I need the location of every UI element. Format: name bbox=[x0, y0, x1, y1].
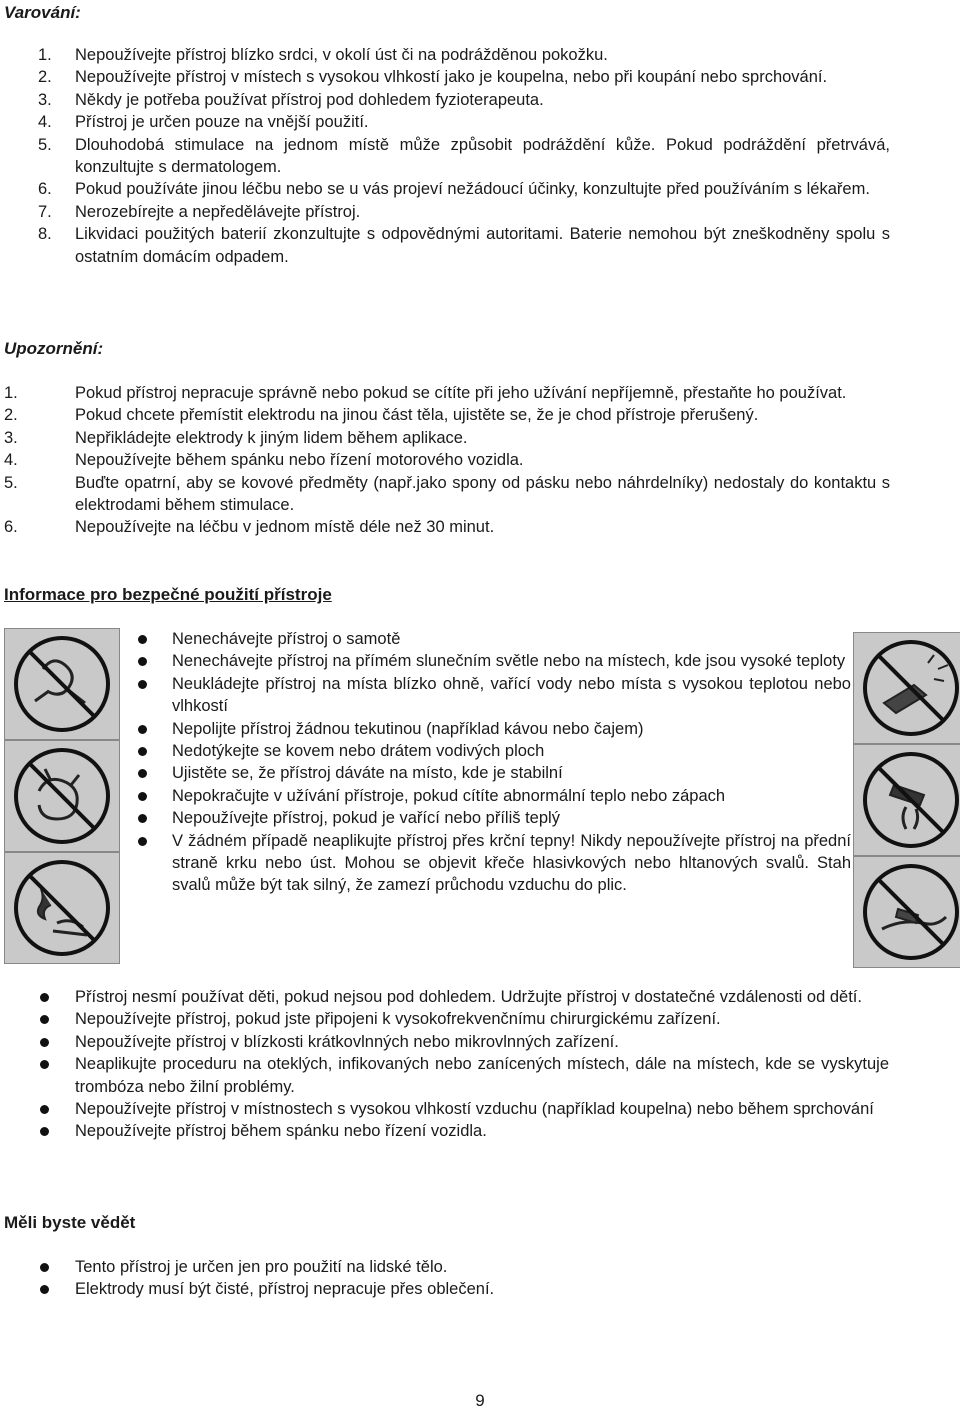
bullet-icon bbox=[40, 1263, 49, 1272]
list-item: Nepolijte přístroj žádnou tekutinou (například kávou nebo čajem) bbox=[135, 718, 851, 740]
list-item: 2. Nepoužívejte přístroj v místech s vysokou vlhkostí jako je koupelna, nebo při koupání nebo sprchování. bbox=[38, 68, 828, 87]
prohibited-liquid-icon bbox=[4, 740, 120, 852]
list-item: Nepoužívejte přístroj v blízkosti krátkovlnných nebo mikrovlnných zařízení. bbox=[38, 1031, 889, 1053]
bullet-icon bbox=[138, 657, 147, 666]
list-item: 3. Nepřikládejte elektrody k jiným lidem během aplikace. bbox=[4, 428, 468, 447]
bullet-icon bbox=[40, 993, 49, 1002]
bullet-icon bbox=[138, 769, 147, 778]
bullet-icon bbox=[40, 1015, 49, 1024]
warnings-list bbox=[0, 44, 890, 268]
list-item: Nepoužívejte přístroj v místnostech s vysokou vlhkostí vzduchu (například koupelna) nebo během sprchování bbox=[38, 1098, 889, 1120]
list-item: 1. Pokud přístroj nepracuje správně nebo pokud se cítíte při jeho užívání nepříjemně, přestaňte ho používat. bbox=[4, 384, 847, 402]
extra-warnings-list bbox=[38, 986, 889, 1143]
prohibited-sun-heat-icon bbox=[4, 628, 120, 740]
list-item: Nepoužívejte přístroj, pokud jste připojeni k vysokofrekvenčnímu chirurgickému zařízení. bbox=[38, 1008, 889, 1030]
bullet-icon bbox=[40, 1285, 49, 1294]
list-item: Nepoužívejte přístroj, pokud je vařící nebo příliš teplý bbox=[135, 807, 851, 829]
safety-list bbox=[135, 628, 851, 897]
list-item: Ujistěte se, že přístroj dáváte na místo, kde je stabilní bbox=[135, 762, 851, 784]
bullet-icon bbox=[138, 837, 147, 846]
list-item: Přístroj nesmí používat děti, pokud nejsou pod dohledem. Udržujte přístroj v dostatečné vzdálenosti od dětí. bbox=[38, 986, 889, 1008]
prohibited-wire-icon bbox=[853, 856, 960, 968]
list-item: Nenechávejte přístroj o samotě bbox=[135, 628, 851, 650]
list-item: Neaplikujte proceduru na oteklých, infikovaných nebo zanícených místech, dále na místech, kde se vyskytuje trombóza nebo žilní problémy. bbox=[38, 1053, 889, 1098]
bullet-icon bbox=[40, 1060, 49, 1069]
cautions-heading: Upozornění: bbox=[4, 339, 104, 358]
bullet-icon bbox=[138, 680, 147, 689]
bullet-icon bbox=[138, 792, 147, 801]
warnings-heading: Varování: bbox=[4, 3, 81, 22]
prohibited-water-pour-icon bbox=[853, 744, 960, 856]
list-item: Nepokračujte v užívání přístroje, pokud cítíte abnormální teplo nebo zápach bbox=[135, 785, 851, 807]
list-item: 7. Nerozebírejte a nepředělávejte přístroj. bbox=[38, 202, 361, 221]
list-item: 4. Nepoužívejte během spánku nebo řízení motorového vozidla. bbox=[4, 451, 524, 470]
bullet-icon bbox=[138, 814, 147, 823]
list-item: 5. Dlouhodobá stimulace na jednom místě může způsobit podráždění kůže. Pokud podráždění přetrvává, konzultujte s dermatologem. bbox=[38, 135, 890, 177]
list-item: 3. Někdy je potřeba používat přístroj pod dohledem fyzioterapeuta. bbox=[38, 90, 544, 109]
bullet-icon bbox=[138, 635, 147, 644]
list-item: Tento přístroj je určen jen pro použití na lidské tělo. bbox=[38, 1256, 889, 1278]
list-item: 4. Přístroj je určen pouze na vnější použití. bbox=[38, 113, 369, 132]
know-heading: Měli byste vědět bbox=[4, 1213, 136, 1232]
bullet-icon bbox=[138, 747, 147, 756]
prohibited-hot-iron-icon bbox=[853, 632, 960, 744]
list-item: 8. Likvidaci použitých baterií zkonzultujte s odpovědnými autoritami. Baterie nemohou být zneškodněny spolu s ostatním domácím odpadem. bbox=[38, 225, 890, 266]
list-item: 1. Nepoužívejte přístroj blízko srdci, v okolí úst či na podrážděnou pokožku. bbox=[38, 46, 608, 64]
bullet-icon bbox=[40, 1127, 49, 1136]
list-item: V žádném případě neaplikujte přístroj přes krční tepny! Nikdy nepoužívejte přístroj na přední straně krku nebo úst. Mohou se objevit křeče hlasivkových nebo hltanových svalů. Stah svalů může být tak silný, že zamezí průchodu vzduchu do plic. bbox=[135, 830, 851, 897]
list-item: Nedotýkejte se kovem nebo drátem vodivých ploch bbox=[135, 740, 851, 762]
list-item: 6. Nepoužívejte na léčbu v jednom místě déle než 30 minut. bbox=[4, 518, 495, 537]
cautions-list bbox=[0, 382, 890, 539]
bullet-icon bbox=[138, 725, 147, 734]
list-item: 5. Buďte opatrní, aby se kovové předměty (např.jako spony od pásku nebo náhrdelníky) nedostaly do kontaktu s elektrodami během stimulace. bbox=[4, 473, 890, 515]
list-item: 2. Pokud chcete přemístit elektrodu na jinou část těla, ujistěte se, že je chod přístroje přerušený. bbox=[4, 406, 759, 425]
prohibited-fire-icon bbox=[4, 852, 120, 964]
list-item: Neukládejte přístroj na místa blízko ohně, vařící vody nebo místa s vysokou teplotou nebo vlhkostí bbox=[135, 673, 851, 718]
safety-heading: Informace pro bezpečné použití přístroje bbox=[4, 585, 332, 604]
list-item: 6. Pokud používáte jinou léčbu nebo se u vás projeví nežádoucí účinky, konzultujte před používáním s lékařem. bbox=[38, 180, 870, 199]
page-number: 9 bbox=[475, 1391, 485, 1410]
list-item: Nenechávejte přístroj na přímém slunečním světle nebo na místech, kde jsou vysoké teploty bbox=[135, 650, 851, 672]
list-item: Elektrody musí být čisté, přístroj nepracuje přes oblečení. bbox=[38, 1278, 889, 1300]
know-list bbox=[38, 1256, 889, 1301]
bullet-icon bbox=[40, 1105, 49, 1114]
list-item: Nepoužívejte přístroj během spánku nebo řízení vozidla. bbox=[38, 1120, 889, 1142]
bullet-icon bbox=[40, 1038, 49, 1047]
